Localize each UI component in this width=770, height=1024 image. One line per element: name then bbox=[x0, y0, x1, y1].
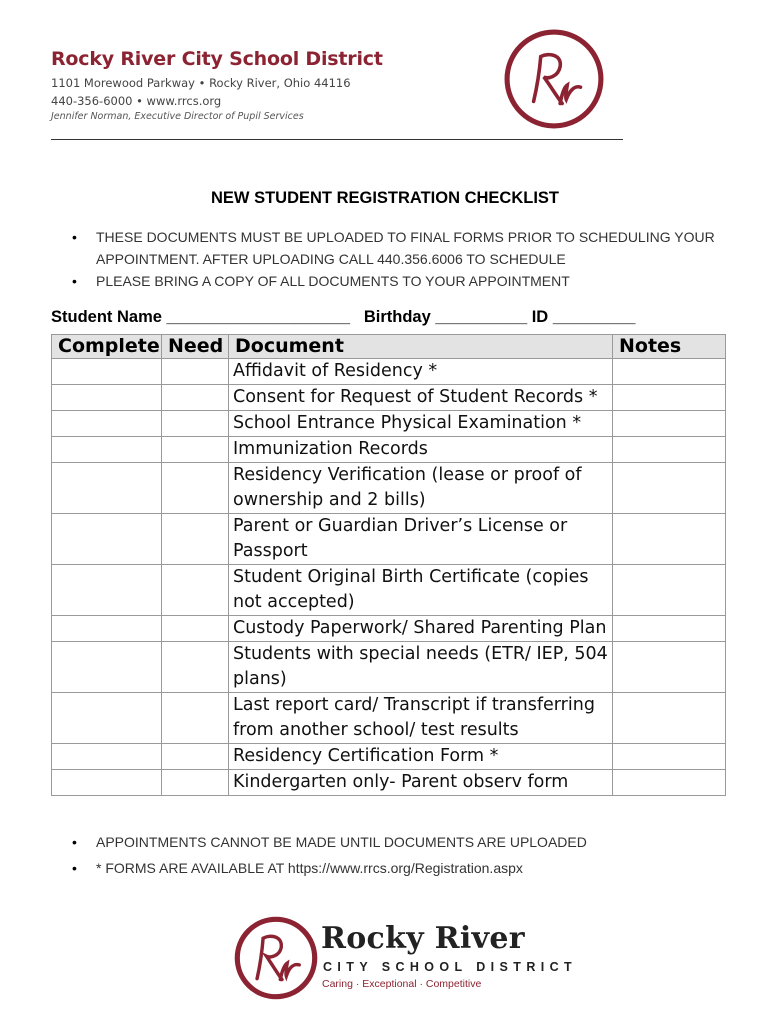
document-cell: Students with special needs (ETR/ IEP, 504 plans) bbox=[229, 642, 613, 693]
document-cell: Residency Verification (lease or proof of ownership and 2 bills) bbox=[229, 463, 613, 514]
document-cell: Affidavit of Residency * bbox=[229, 359, 613, 385]
director-line: Jennifer Norman, Executive Director of Pupil Services bbox=[51, 111, 304, 122]
header-notes: Notes bbox=[613, 335, 726, 359]
birthday-blank[interactable]: __________ bbox=[435, 308, 528, 326]
notes-cell[interactable] bbox=[613, 616, 726, 642]
header-document: Document bbox=[229, 335, 613, 359]
complete-cell[interactable] bbox=[52, 463, 162, 514]
notes-cell[interactable] bbox=[613, 770, 726, 796]
footer-bullet: • APPOINTMENTS CANNOT BE MADE UNTIL DOCUMENTS ARE UPLOADED bbox=[51, 829, 731, 855]
document-cell: Kindergarten only- Parent observ form bbox=[229, 770, 613, 796]
notes-cell[interactable] bbox=[613, 514, 726, 565]
footer-logo-tagline: Caring · Exceptional · Competitive bbox=[322, 978, 482, 990]
need-cell[interactable] bbox=[162, 693, 229, 744]
complete-cell[interactable] bbox=[52, 411, 162, 437]
checklist-table bbox=[51, 334, 726, 796]
footer-logo-icon bbox=[233, 915, 319, 1001]
need-cell[interactable] bbox=[162, 437, 229, 463]
table-row bbox=[52, 744, 726, 770]
document-cell: Consent for Request of Student Records * bbox=[229, 385, 613, 411]
complete-cell[interactable] bbox=[52, 385, 162, 411]
notes-cell[interactable] bbox=[613, 359, 726, 385]
document-cell: Parent or Guardian Driver’s License or Passport bbox=[229, 514, 613, 565]
footer-bullets bbox=[51, 829, 731, 881]
document-cell: School Entrance Physical Examination * bbox=[229, 411, 613, 437]
notes-cell[interactable] bbox=[613, 642, 726, 693]
document-cell: Last report card/ Transcript if transferring from another school/ test results bbox=[229, 693, 613, 744]
table-header-row bbox=[52, 335, 726, 359]
complete-cell[interactable] bbox=[52, 744, 162, 770]
district-name: Rocky River City School District bbox=[51, 48, 383, 70]
checklist-title: NEW STUDENT REGISTRATION CHECKLIST bbox=[210, 189, 560, 207]
birthday-label: Birthday bbox=[363, 308, 431, 326]
footer-logo-subtitle: CITY SCHOOL DISTRICT bbox=[323, 960, 578, 974]
document-cell: Student Original Birth Certificate (copies not accepted) bbox=[229, 565, 613, 616]
table-row bbox=[52, 642, 726, 693]
need-cell[interactable] bbox=[162, 463, 229, 514]
header-need: Need bbox=[162, 335, 229, 359]
table-row bbox=[52, 463, 726, 514]
id-label: ID bbox=[531, 308, 549, 326]
complete-cell[interactable] bbox=[52, 693, 162, 744]
intro-bullets bbox=[51, 226, 731, 292]
complete-cell[interactable] bbox=[52, 642, 162, 693]
district-address: 1101 Morewood Parkway • Rocky River, Ohio 44116 bbox=[51, 76, 351, 90]
need-cell[interactable] bbox=[162, 385, 229, 411]
need-cell[interactable] bbox=[162, 770, 229, 796]
complete-cell[interactable] bbox=[52, 514, 162, 565]
table-row bbox=[52, 359, 726, 385]
table-row bbox=[52, 385, 726, 411]
complete-cell[interactable] bbox=[52, 565, 162, 616]
document-cell: Custody Paperwork/ Shared Parenting Plan bbox=[229, 616, 613, 642]
notes-cell[interactable] bbox=[613, 744, 726, 770]
intro-bullet: • PLEASE BRING A COPY OF ALL DOCUMENTS TO YOUR APPOINTMENT bbox=[51, 270, 731, 292]
header-complete: Complete bbox=[52, 335, 162, 359]
notes-cell[interactable] bbox=[613, 565, 726, 616]
footer-bullet: • * FORMS ARE AVAILABLE AT https://www.rrcs.org/Registration.aspx bbox=[51, 855, 731, 881]
id-blank[interactable]: _________ bbox=[552, 308, 636, 326]
notes-cell[interactable] bbox=[613, 437, 726, 463]
intro-bullet: • THESE DOCUMENTS MUST BE UPLOADED TO FINAL FORMS PRIOR TO SCHEDULING YOUR APPOINTMENT. AFTER UPLOADING CALL 440.356.6006 TO SCHEDULE bbox=[51, 226, 731, 270]
table-row bbox=[52, 693, 726, 744]
document-cell: Immunization Records bbox=[229, 437, 613, 463]
complete-cell[interactable] bbox=[52, 770, 162, 796]
need-cell[interactable] bbox=[162, 642, 229, 693]
notes-cell[interactable] bbox=[613, 693, 726, 744]
table-row bbox=[52, 411, 726, 437]
document-cell: Residency Certification Form * bbox=[229, 744, 613, 770]
table-row bbox=[52, 565, 726, 616]
footer-logo-name: Rocky River bbox=[321, 921, 525, 956]
notes-cell[interactable] bbox=[613, 385, 726, 411]
student-info-line bbox=[51, 308, 635, 327]
need-cell[interactable] bbox=[162, 616, 229, 642]
need-cell[interactable] bbox=[162, 514, 229, 565]
table-row bbox=[52, 514, 726, 565]
need-cell[interactable] bbox=[162, 565, 229, 616]
notes-cell[interactable] bbox=[613, 463, 726, 514]
student-name-blank[interactable]: ____________________ bbox=[166, 308, 351, 326]
header-divider bbox=[51, 139, 623, 140]
complete-cell[interactable] bbox=[52, 359, 162, 385]
table-row bbox=[52, 437, 726, 463]
district-phone-web: 440-356-6000 • www.rrcs.org bbox=[51, 94, 222, 108]
district-logo-icon bbox=[503, 28, 605, 130]
need-cell[interactable] bbox=[162, 359, 229, 385]
student-name-label: Student Name bbox=[51, 308, 162, 326]
complete-cell[interactable] bbox=[52, 437, 162, 463]
complete-cell[interactable] bbox=[52, 616, 162, 642]
need-cell[interactable] bbox=[162, 744, 229, 770]
table-row bbox=[52, 770, 726, 796]
need-cell[interactable] bbox=[162, 411, 229, 437]
notes-cell[interactable] bbox=[613, 411, 726, 437]
table-row bbox=[52, 616, 726, 642]
